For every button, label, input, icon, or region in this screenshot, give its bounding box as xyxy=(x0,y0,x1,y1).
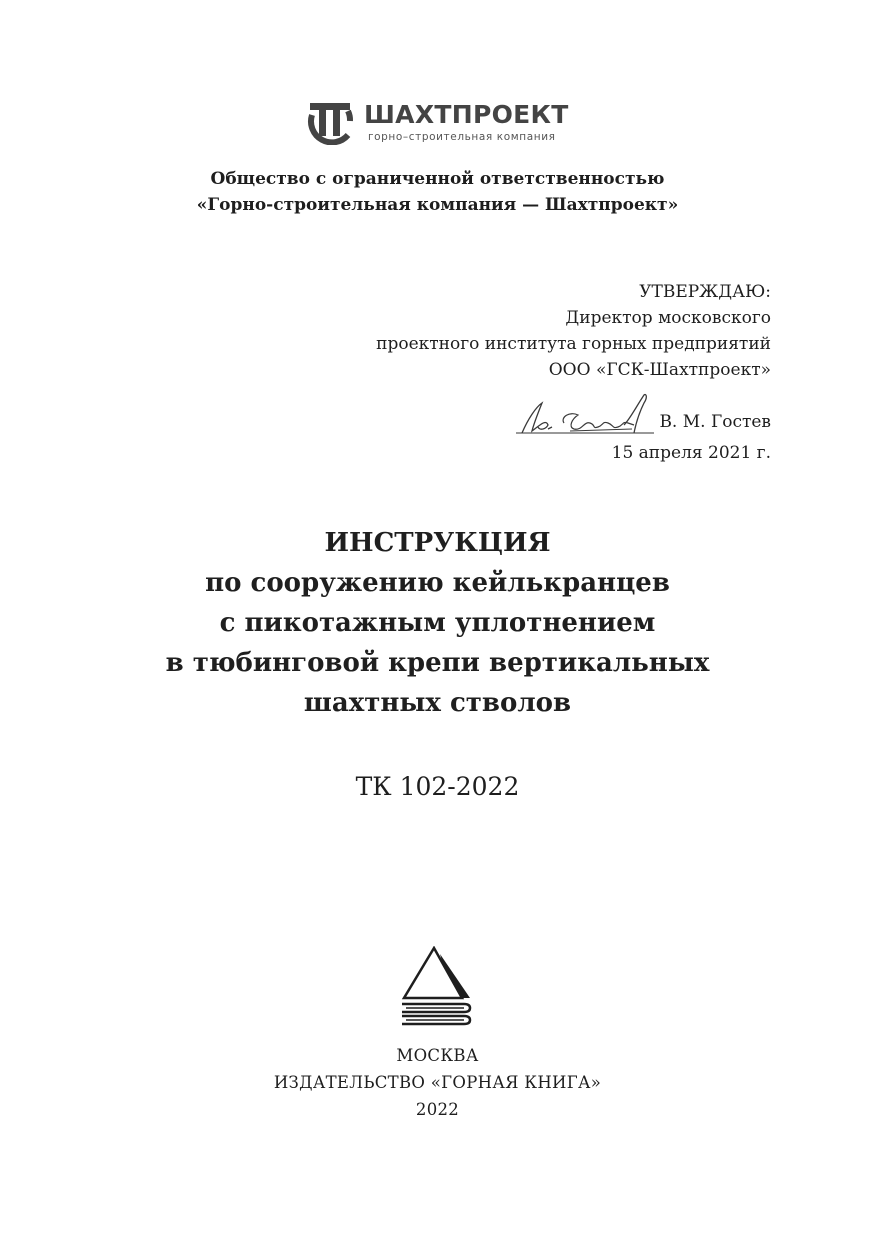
company-logo-name: ШАХТПРОЕКТ xyxy=(364,100,569,129)
organization-line-2: «Горно-строительная компания — Шахтпроект» xyxy=(196,195,679,215)
approval-organization: ООО «ГСК-Шахтпроект» xyxy=(548,360,771,380)
organization-line-1: Общество с ограниченной ответственностью xyxy=(210,169,665,189)
publisher-city: МОСКВА xyxy=(396,1046,479,1065)
handwritten-signature xyxy=(512,389,656,437)
publisher-year: 2022 xyxy=(415,1100,460,1119)
approval-heading: УТВЕРЖДАЮ: xyxy=(639,282,771,302)
company-logo-tagline: горно–строительная компания xyxy=(368,131,556,143)
company-logo-icon xyxy=(306,101,354,145)
title-line-3: с пикотажным уплотнением xyxy=(219,608,656,638)
publisher-name: ИЗДАТЕЛЬСТВО «ГОРНАЯ КНИГА» xyxy=(273,1073,602,1092)
title-line-1: ИНСТРУКЦИЯ xyxy=(324,528,551,558)
mountain-book-icon xyxy=(398,946,474,1028)
title-line-4: в тюбинговой крепи вертикальных xyxy=(165,648,710,678)
approval-position-line-2: проектного института горных предприятий xyxy=(376,334,771,354)
approval-position-line-1: Директор московского xyxy=(565,308,771,328)
title-line-5: шахтных стволов xyxy=(303,688,572,718)
document-code: ТК 102-2022 xyxy=(355,772,520,801)
title-line-2: по сооружению кейлькранцев xyxy=(205,568,670,598)
approval-signatory: В. М. Гостев xyxy=(659,412,771,432)
approval-date: 15 апреля 2021 г. xyxy=(611,443,771,463)
